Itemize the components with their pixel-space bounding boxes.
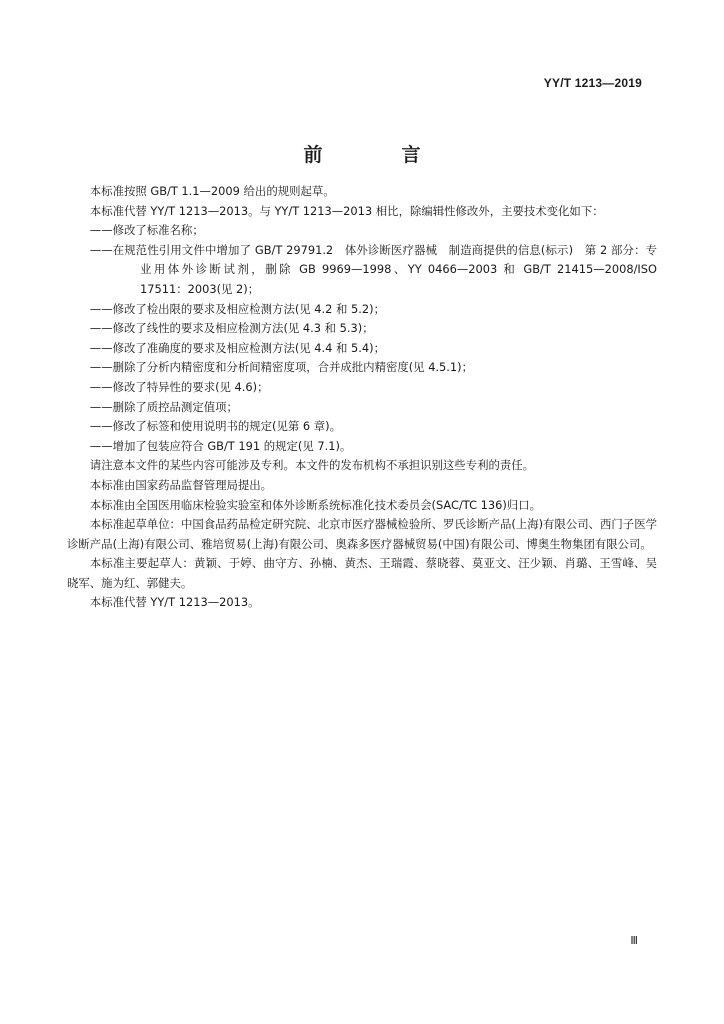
paragraph-drafting-units: 本标准起草单位：中国食品药品检定研究院、北京市医疗器械检验所、罗氏诊断产品(上海)有限公司、西门子医学诊断产品(上海)有限公司、雅培贸易(上海)有限公司、奥森多医疗器械贸易(中国)有限公司、博奥生物集团有限公司。 — [67, 517, 657, 551]
change-item: ——增加了包装应符合 GB/T 191 的规定(见 7.1)。 — [89, 438, 352, 453]
page-title: 前 言 — [303, 144, 451, 166]
change-item: ——修改了线性的要求及相应检测方法(见 4.3 和 5.3)； — [89, 321, 374, 336]
change-item: ——删除了质控品测定值项； — [89, 399, 238, 414]
change-item: ——修改了标准名称； — [89, 223, 204, 238]
paragraph-drafting-rules: 本标准按照 GB/T 1.1—2009 给出的规则起草。 — [89, 184, 335, 198]
page-number: Ⅲ — [630, 935, 638, 947]
paragraph-proposer: 本标准由国家药品监督管理局提出。 — [89, 477, 273, 492]
standard-code: YY/T 1213—2019 — [543, 76, 642, 90]
change-item: ——在规范性引用文件中增加了 GB/T 29791.2 体外诊断医疗器械 制造商提供的信息(标示) 第 2 部分：专业用体外诊断试剂，删除 GB 9969—1998、YY 0466—2003 和 GB/T 21415—2008/ISO 17511：2003(见 2)； — [89, 242, 657, 296]
paragraph-patent-notice: 请注意本文件的某些内容可能涉及专利。本文件的发布机构不承担识别这些专利的责任。 — [89, 458, 535, 473]
change-item: ——修改了检出限的要求及相应检测方法(见 4.2 和 5.2)； — [89, 301, 385, 316]
paragraph-drafters: 本标准主要起草人：黄颖、于婷、曲守方、孙楠、黄杰、王瑞霞、蔡晓蓉、莫亚文、汪少颖、肖璐、王雪峰、吴晓军、施为红、郭健夫。 — [67, 556, 657, 590]
change-item: ——修改了特异性的要求(见 4.6)； — [89, 379, 269, 394]
paragraph-replaces: 本标准代替 YY/T 1213—2013。与 YY/T 1213—2013 相比，除编辑性修改外，主要技术变化如下： — [89, 203, 604, 218]
change-item: ——删除了分析内精密度和分析间精密度项，合并成批内精密度(见 4.5.1)； — [89, 360, 474, 375]
paragraph-replaces-final: 本标准代替 YY/T 1213—2013。 — [89, 595, 260, 610]
document-body — [67, 182, 657, 613]
change-item: ——修改了标签和使用说明书的规定(见第 6 章)。 — [89, 419, 341, 434]
change-item: ——修改了准确度的要求及相应检测方法(见 4.4 和 5.4)； — [89, 340, 385, 355]
paragraph-committee: 本标准由全国医用临床检验实验室和体外诊断系统标准化技术委员会(SAC/TC 136)归口。 — [89, 497, 542, 512]
